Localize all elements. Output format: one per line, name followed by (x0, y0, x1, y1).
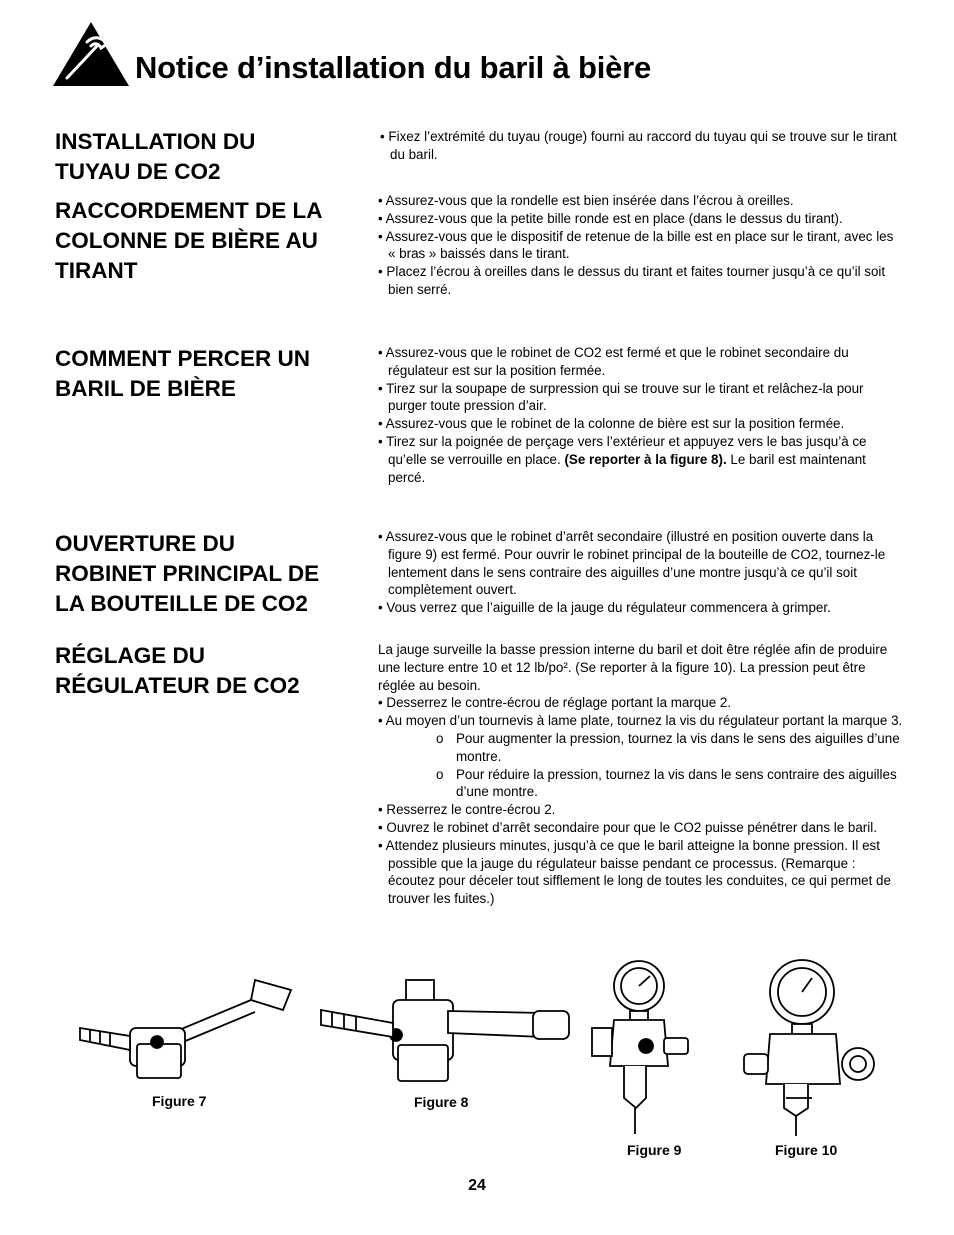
section-body-regulator: La jauge surveille la basse pression interne du baril et doit être réglée afin de produire une lecture entre 10 et 12 lb/po². (Se reporter à la figure 10). La pression peut être réglée au besoin. • Desserrez le contre-écrou de réglage portant la marque 2. • Au moyen d’un tournevis à lame plate, tournez la vis du régulateur portant la marque 3. o Pour augmenter la pression, tournez la vis dans le sens des aiguilles d’une montre. o Pour réduire la pression, tournez la vis dans le sens contraire des aiguilles d’une montre. • Resserrez le contre-écrou 2. • Ouvrez le robinet d’arrêt secondaire pour que le CO2 puisse pénétrer dans le baril. • Attendez plusieurs minutes, jusqu’à ce que le baril atteigne la bonne pression. Il est possible que la jauge du régulateur baisse pendant ce processus. (Remarque : écoutez pour déceler tout sifflement le long de toutes les conduites, ce qui permet de trouver les fuites.) (378, 641, 903, 908)
figure-7-caption: Figure 7 (152, 1093, 207, 1109)
figure-9-caption: Figure 9 (627, 1142, 682, 1158)
co2-regulator-gauge-illustration (740, 958, 880, 1138)
section-body-tap-keg: • Assurez-vous que le robinet de CO2 est fermé et que le robinet secondaire du régulateur est sur la position fermée. • Tirez sur la soupape de surpression qui se trouve sur le tirant et relâchez-la pour purger toute pression d’air. • Assurez-vous que le robinet de la colonne de bière est sur la position fermée. • Tirez sur la poignée de perçage vers l’extérieur et appuyez vers le bas jusqu’à ce qu’elle se verrouille en place. (Se reporter à la figure 8). Le baril est maintenant percé. (378, 344, 903, 486)
section-heading-co2-hose: INSTALLATION DU TUYAU DE CO2 (55, 129, 256, 184)
section-body-beer-column: • Assurez-vous que la rondelle est bien insérée dans l’écrou à oreilles. • Assurez-vous que la petite bille ronde est en place (dans le dessus du tirant). • Assurez-vous que le dispositif de retenue de la bille est en place sur le tirant, avec les « bras » baissés dans le tirant. • Placez l’écrou à oreilles dans le dessus du tirant et faites tourner jusqu’à ce qu’il soit bien serré. (378, 192, 903, 299)
page-title: Notice d’installation du baril à bière (135, 50, 652, 85)
section-heading-open-valve: OUVERTURE DU ROBINET PRINCIPAL DE LA BOUTEILLE DE CO2 (55, 531, 320, 616)
keg-coupler-illustration (75, 970, 305, 1085)
figure-10-caption: Figure 10 (775, 1142, 838, 1158)
section-heading-beer-column: RACCORDEMENT DE LA COLONNE DE BIÈRE AU TIRANT (55, 198, 323, 283)
section-body-co2-hose: • Fixez l’extrémité du tuyau (rouge) fourni au raccord du tuyau qui se trouve sur le tirant du baril. (380, 128, 905, 164)
figure-8-caption: Figure 8 (414, 1094, 469, 1110)
keg-coupler-pressed-illustration (318, 975, 573, 1087)
section-heading-tap-keg: COMMENT PERCER UN BARIL DE BIÈRE (55, 346, 311, 401)
section-body-open-valve: • Assurez-vous que le robinet d’arrêt secondaire (illustré en position ouverte dans la figure 9) est fermé. Pour ouvrir le robinet principal de la bouteille de CO2, tournez-le lentement dans le sens contraire des aiguilles d’une montre jusqu’à ce qu’il soit complètement ouvert. • Vous verrez que l’aiguille de la jauge du régulateur commencera à grimper. (378, 528, 903, 617)
figure-reference: (Se reporter à la figure 8). (564, 451, 727, 467)
co2-regulator-illustration (584, 958, 694, 1136)
section-heading-regulator: RÉGLAGE DU RÉGULATEUR DE CO2 (55, 643, 300, 698)
page-number: 24 (468, 1177, 486, 1194)
hammer-warning-icon (53, 22, 129, 88)
